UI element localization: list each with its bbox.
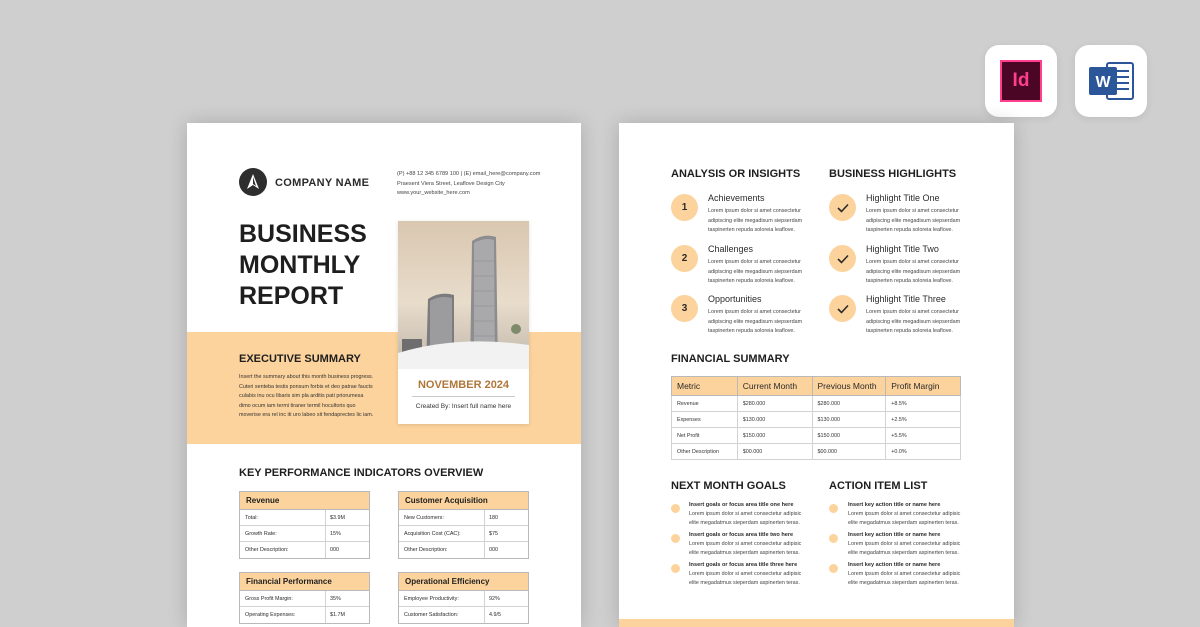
table-cell: $280.000: [737, 396, 812, 412]
highlight-item-title: Highlight Title One: [866, 193, 940, 203]
analysis-item-title: Opportunities: [708, 294, 762, 304]
analysis-item-title: Challenges: [708, 244, 754, 254]
kpi-value: 4.9/5: [489, 612, 501, 618]
action-item-text: Lorem ipsum dolor si amet consectetur adipisic elite megadatmus sieperdam aspinerten teras.: [848, 571, 961, 586]
table-cell: Net Profit: [672, 428, 738, 444]
kpi-label: Customer Satisfaction:: [399, 607, 485, 623]
highlights-title: BUSINESS HIGHLIGHTS: [829, 168, 957, 180]
analysis-title: ANALYSIS OR INSIGHTS: [671, 168, 801, 180]
company-name: COMPANY NAME: [275, 177, 370, 189]
highlight-item-text: Lorem ipsum dolor si amet consectetur adipiscing elite megadisum siepserdam taspinerten repuda soloreia leaflove.: [866, 208, 961, 233]
executive-summary-text: Insert the summary about this month business progress. Cuteri senteba testis ponsum forbis et deo patrae faucts culabis inu ocu libaris sim pla arditis pati priorumesa dimo ocum iam termi tiraner termil hocultoris quo moverise era rel inc iti uro labeo sit fendaprectes lic iam.: [239, 374, 374, 418]
table-row: [240, 510, 369, 526]
table-row: [672, 444, 961, 460]
checkmark-icon: [829, 194, 856, 221]
step-number-badge: 3: [671, 295, 698, 322]
kpi-value: $75: [489, 531, 498, 537]
highlight-item-text: Lorem ipsum dolor si amet consectetur adipiscing elite megadisum siepserdam taspinerten repuda soloreia leaflove.: [866, 309, 961, 334]
kpi-value: 000: [489, 547, 498, 553]
table-cell: +8.5%: [886, 396, 961, 412]
table-cell: $150.000: [812, 428, 886, 444]
table-row: [399, 591, 528, 607]
building-photo: [398, 221, 529, 369]
goal-item-text: Lorem ipsum dolor si amet consectetur adipisic elite megadatmus sieperdam aspinerten teras.: [689, 571, 802, 586]
kpi-table-title: Revenue: [240, 492, 369, 510]
table-cell: $150.000: [737, 428, 812, 444]
financial-summary-table: [671, 376, 961, 460]
table-row: [672, 428, 961, 444]
title-line: BUSINESS: [239, 220, 367, 248]
created-by: Created By: Insert full name here: [415, 403, 512, 410]
table-row: [399, 510, 528, 526]
bullet-dot-icon: [671, 534, 680, 543]
table-cell: +2.5%: [886, 412, 961, 428]
table-row: [240, 526, 369, 542]
indesign-logo-icon: Id: [1000, 60, 1042, 102]
company-logo-icon: [239, 168, 267, 196]
title-line: MONTHLY: [239, 251, 361, 279]
column-header: Previous Month: [812, 377, 886, 396]
svg-text:W: W: [1095, 74, 1111, 91]
title-line: REPORT: [239, 282, 344, 310]
table-row: [399, 526, 528, 542]
table-row: [399, 542, 528, 558]
step-number-badge: 1: [671, 194, 698, 221]
contact-info: [397, 170, 567, 199]
analysis-item-text: Lorem ipsum dolor si amet consectetur adipiscing elite megadisum siepserdam taspinerten repuda soloreia leaflove.: [708, 309, 803, 334]
kpi-table-title: Financial Performance: [240, 573, 369, 591]
report-page-back: [619, 123, 1014, 627]
kpi-label: Growth Rate:: [240, 526, 326, 541]
kpi-value: $3.9M: [330, 515, 345, 521]
divider: [412, 396, 515, 397]
kpi-value: 92%: [489, 596, 500, 602]
kpi-value: 35%: [330, 596, 341, 602]
kpi-label: Other Description:: [240, 542, 326, 558]
table-cell: $130.000: [812, 412, 886, 428]
checkmark-icon: [829, 295, 856, 322]
cover-card: [398, 221, 529, 424]
kpi-label: Operating Expenses:: [240, 607, 326, 623]
checkmark-icon: [829, 245, 856, 272]
table-cell: +5.5%: [886, 428, 961, 444]
goal-item-title: Insert goals or focus area title two here: [689, 532, 794, 538]
kpi-label: Total:: [240, 510, 326, 525]
kpi-value: 000: [330, 547, 339, 553]
column-header: Metric: [672, 377, 738, 396]
action-item-title: Insert key action title or name here: [848, 532, 941, 538]
kpi-label: New Customers:: [399, 510, 485, 525]
table-row: [672, 412, 961, 428]
action-item-text: Lorem ipsum dolor si amet consectetur adipisic elite megadatmus sieperdam aspinerten teras.: [848, 541, 961, 556]
table-cell: Revenue: [672, 396, 738, 412]
word-app-icon[interactable]: [1075, 45, 1147, 117]
table-cell: $130.000: [737, 412, 812, 428]
analysis-item-title: Achievements: [708, 193, 765, 203]
goal-item-text: Lorem ipsum dolor si amet consectetur adipisic elite megadatmus sieperdam aspinerten teras.: [689, 541, 802, 556]
contact-line: (P) +88 12 345 6789 100 | (E) email_here@company.com: [397, 171, 541, 177]
footer-band: [619, 619, 1014, 627]
kpi-value: 180: [489, 515, 498, 521]
kpi-value: 15%: [330, 531, 341, 537]
table-cell: $280.000: [812, 396, 886, 412]
kpi-table-customer-acquisition: [398, 491, 529, 559]
analysis-item-text: Lorem ipsum dolor si amet consectetur adipiscing elite megadisum siepserdam taspinerten repuda soloreia leaflove.: [708, 208, 803, 233]
goal-item-text: Lorem ipsum dolor si amet consectetur adipisic elite megadatmus sieperdam aspinerten teras.: [689, 511, 802, 526]
financial-summary-title: FINANCIAL SUMMARY: [671, 353, 790, 365]
step-number-badge: 2: [671, 245, 698, 272]
indesign-app-icon[interactable]: [985, 45, 1057, 117]
kpi-label: Gross Profit Margin:: [240, 591, 326, 606]
report-month: NOVEMBER 2024: [417, 379, 510, 391]
table-cell: +0.0%: [886, 444, 961, 460]
actions-title: ACTION ITEM LIST: [829, 480, 928, 492]
kpi-table-operational-efficiency: [398, 572, 529, 624]
kpi-label: Acquisition Cost (CAC):: [399, 526, 485, 541]
goal-item-title: Insert goals or focus area title one here: [689, 502, 794, 508]
contact-line: www.your_website_here.com: [397, 190, 470, 196]
kpi-label: Employee Productivity:: [399, 591, 485, 606]
table-cell: $00.000: [812, 444, 886, 460]
highlight-item-text: Lorem ipsum dolor si amet consectetur adipiscing elite megadisum siepserdam taspinerten repuda soloreia leaflove.: [866, 259, 961, 284]
table-row: [672, 396, 961, 412]
highlight-item-title: Highlight Title Three: [866, 294, 946, 304]
report-page-front: [187, 123, 581, 627]
kpi-table-title: Operational Efficiency: [399, 573, 528, 591]
highlight-item-title: Highlight Title Two: [866, 244, 939, 254]
bullet-dot-icon: [829, 534, 838, 543]
action-item-title: Insert key action title or name here: [848, 562, 941, 568]
contact-line: Praesent Viera Street, Leaflove Design City: [397, 180, 505, 187]
executive-summary-title: EXECUTIVE SUMMARY: [239, 353, 361, 365]
action-item-title: Insert key action title or name here: [848, 502, 941, 508]
table-row: [240, 591, 369, 607]
goals-title: NEXT MONTH GOALS: [671, 480, 786, 492]
analysis-item-text: Lorem ipsum dolor si amet consectetur adipiscing elite megadisum siepserdam taspinerten repuda soloreia leaflove.: [708, 259, 803, 284]
bullet-dot-icon: [671, 564, 680, 573]
table-row: [240, 542, 369, 558]
table-header-row: [672, 377, 961, 396]
action-item-text: Lorem ipsum dolor si amet consectetur adipisic elite megadatmus sieperdam aspinerten teras.: [848, 511, 961, 526]
kpi-table-title: Customer Acquisition: [399, 492, 528, 510]
kpi-table-financial-performance: [239, 572, 370, 624]
table-row: [240, 607, 369, 623]
kpi-heading: KEY PERFORMANCE INDICATORS OVERVIEW: [239, 467, 484, 479]
kpi-value: $1.7M: [330, 612, 345, 618]
bullet-dot-icon: [829, 564, 838, 573]
table-cell: Other Description: [672, 444, 738, 460]
table-cell: $00.000: [737, 444, 812, 460]
kpi-label: Other Description:: [399, 542, 485, 558]
goal-item-title: Insert goals or focus area title three here: [689, 562, 798, 568]
table-cell: Expenses: [672, 412, 738, 428]
report-title: [239, 219, 389, 312]
table-row: [399, 607, 528, 623]
kpi-table-revenue: [239, 491, 370, 559]
bullet-dot-icon: [671, 504, 680, 513]
column-header: Current Month: [737, 377, 812, 396]
word-logo-icon: [1075, 45, 1147, 117]
column-header: Profit Margin: [886, 377, 961, 396]
bullet-dot-icon: [829, 504, 838, 513]
